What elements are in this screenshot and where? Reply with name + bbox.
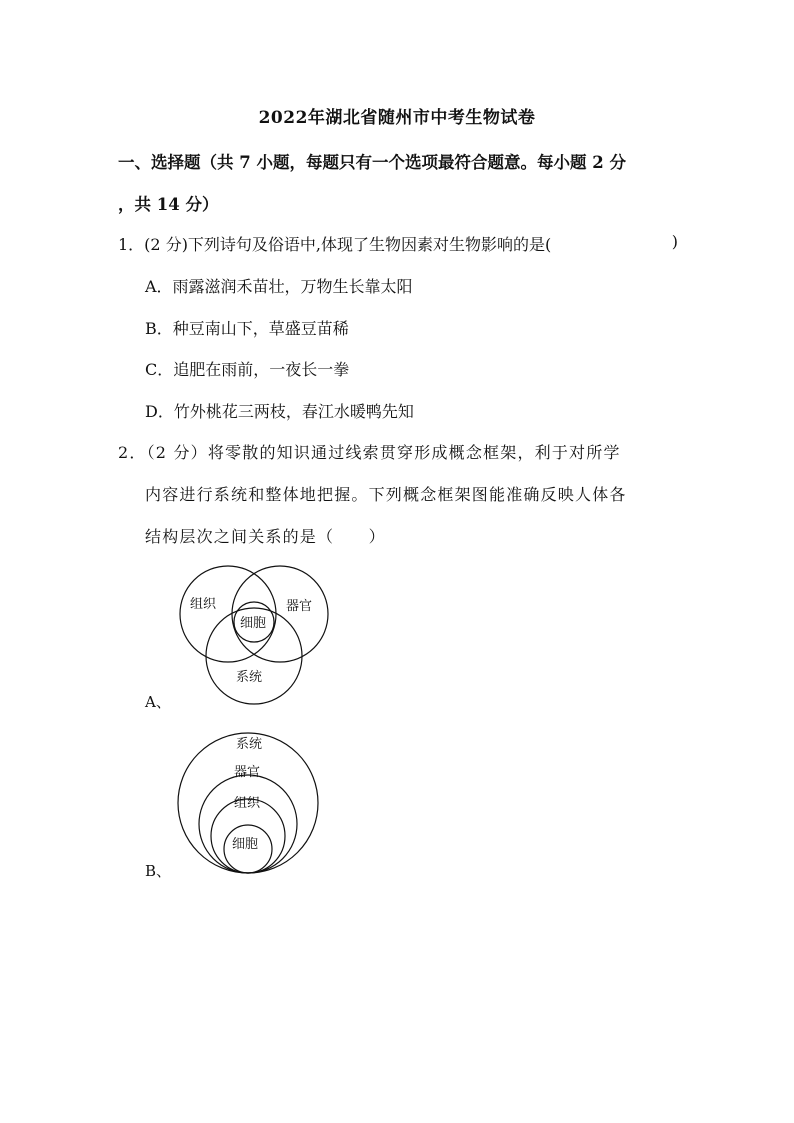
- page-title: 2022年湖北省随州市中考生物试卷: [258, 108, 536, 128]
- circle-zuzhi: [180, 566, 276, 662]
- label-xibao: 细胞: [240, 616, 267, 631]
- question-1-option-b: B．种豆南山下，草盛豆苗稀: [145, 319, 349, 338]
- label-xitong: 系统: [236, 737, 263, 752]
- question-2-stem-line1: 2．（2 分）将零散的知识通过线索贯穿形成概念框架，利于对所学: [118, 443, 621, 462]
- section-heading-line2: ，共 14 分）: [118, 195, 219, 214]
- label-zuzhi: 组织: [190, 597, 217, 612]
- label-qiguan: 器官: [286, 599, 313, 614]
- label-xibao: 细胞: [232, 837, 259, 852]
- question-1-stem: [118, 232, 678, 255]
- question-1-option-a: A．雨露滋润禾苗壮，万物生长靠太阳: [145, 277, 413, 296]
- question-1-answer-blank-close: ): [671, 232, 678, 251]
- label-xitong: 系统: [236, 670, 263, 685]
- circle-qiguan: [232, 566, 328, 662]
- question-1-option-d: D．竹外桃花三两枝，春江水暖鸭先知: [145, 402, 414, 421]
- circle-qiguan: [199, 775, 297, 873]
- question-1-option-c: C．追肥在雨前，一夜长一拳: [145, 360, 350, 379]
- label-zuzhi: 组织: [234, 796, 261, 811]
- label-qiguan: 器官: [234, 765, 261, 780]
- nested-diagram-b: [170, 728, 330, 878]
- venn-diagram-a: [170, 560, 340, 710]
- question-2-stem-line2: 内容进行系统和整体地把握。下列概念框架图能准确反映人体各: [145, 485, 627, 504]
- question-2-stem-line3: 结构层次之间关系的是（ ）: [145, 527, 386, 546]
- option-b-label: B、: [145, 862, 172, 880]
- option-a-label: A、: [145, 693, 171, 711]
- section-heading-line1: 一、选择题（共 7 小题，每题只有一个选项最符合题意。每小题 2 分: [118, 153, 626, 172]
- question-1-text: 1．(2 分)下列诗句及俗语中,体现了生物因素对生物影响的是(: [118, 235, 552, 254]
